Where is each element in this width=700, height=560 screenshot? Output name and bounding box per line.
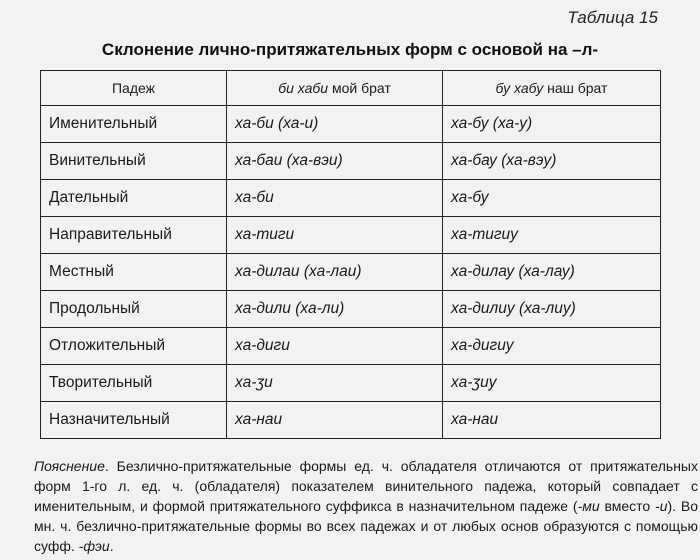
note-suffix-mi: -ми — [577, 498, 600, 514]
case-name: Винительный — [41, 143, 227, 180]
table-row — [41, 365, 661, 402]
singular-form: ха-би (ха-и) — [227, 106, 443, 143]
table-number: Таблица 15 — [567, 8, 658, 27]
plural-form: ха-бау (ха-вэу) — [443, 143, 661, 180]
note-text-3: ). Во мн. ч. безлично-притяжательные формы во всех падежах и от любых основ образуются с помощью суфф. — [34, 498, 698, 554]
table-row — [41, 291, 661, 328]
table-row — [41, 402, 661, 439]
header-my-brother-form: би хаби — [278, 80, 329, 96]
header-my-brother — [227, 71, 443, 106]
header-our-brother-form: бу хабу — [495, 80, 544, 96]
table-header-row — [41, 71, 661, 106]
plural-form: ха-тигиу — [443, 217, 661, 254]
singular-form: ха-диги — [227, 328, 443, 365]
table-row — [41, 106, 661, 143]
table-title: Склонение лично-притяжательных форм с основой на –л- — [101, 40, 599, 59]
table-row — [41, 143, 661, 180]
note-label: Пояснение — [34, 458, 105, 474]
plural-form: ха-дилиу (ха-лиу) — [443, 291, 661, 328]
case-name: Отложительный — [41, 328, 227, 365]
header-our-brother — [443, 71, 661, 106]
header-case: Падеж — [41, 71, 227, 106]
note-text-1: . Безлично-притяжательные формы ед. ч. обладателя отличаются от притяжательных форм 1-го л. ед. ч. (обладателя) показателем винительного падежа, который совпадает с именительным, и формой притяжательного суффикса в назначительном падеже ( — [34, 458, 698, 514]
table-row — [41, 254, 661, 291]
case-name: Творительный — [41, 365, 227, 402]
note-suffix-fei: -фэи — [78, 538, 110, 554]
case-name: Дательный — [41, 180, 227, 217]
singular-form: ха-дилаи (ха-лаи) — [227, 254, 443, 291]
singular-form: ха-наи — [227, 402, 443, 439]
singular-form: ха-би — [227, 180, 443, 217]
plural-form: ха-бу — [443, 180, 661, 217]
table-row — [41, 180, 661, 217]
singular-form: ха-дили (ха-ли) — [227, 291, 443, 328]
case-name: Направительный — [41, 217, 227, 254]
explanation-note — [34, 456, 698, 556]
plural-form: ха-бу (ха-у) — [443, 106, 661, 143]
case-name: Местный — [41, 254, 227, 291]
header-my-brother-gloss: мой брат — [328, 80, 391, 96]
plural-form: ха-наи — [443, 402, 661, 439]
note-suffix-i: -и — [655, 498, 668, 514]
table-row — [41, 217, 661, 254]
table-row — [41, 328, 661, 365]
singular-form: ха-баи (ха-вэи) — [227, 143, 443, 180]
plural-form: ха-дилау (ха-лау) — [443, 254, 661, 291]
declension-table — [40, 70, 661, 439]
plural-form: ха-дигиу — [443, 328, 661, 365]
singular-form: ха-тиги — [227, 217, 443, 254]
singular-form: ха-ӡи — [227, 365, 443, 402]
case-name: Продольный — [41, 291, 227, 328]
case-name: Назначительный — [41, 402, 227, 439]
plural-form: ха-ӡиу — [443, 365, 661, 402]
header-our-brother-gloss: наш брат — [543, 80, 608, 96]
note-text-2: вместо — [599, 498, 656, 514]
case-name: Именительный — [41, 106, 227, 143]
note-text-4: . — [109, 538, 114, 554]
